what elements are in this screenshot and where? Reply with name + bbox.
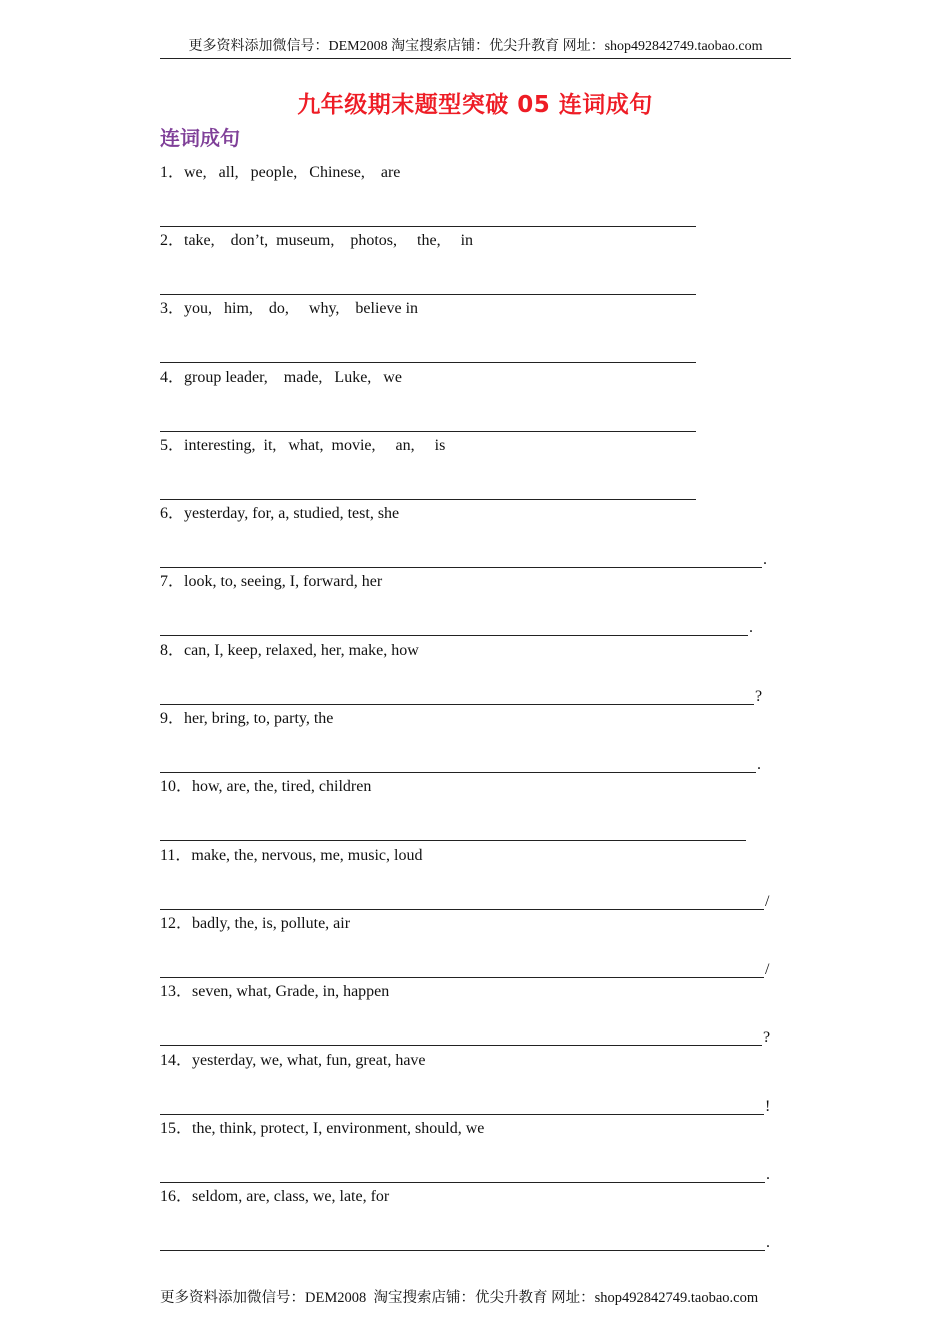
question-item [160,299,800,359]
question-text: 3．you, him, do, why, believe in [160,300,419,317]
answer-blank-line[interactable] [160,1233,765,1251]
question-text: 15．the, think, protect, I, environment, should, we [160,1120,485,1137]
question-text: 12．badly, the, is, pollute, air [160,915,351,932]
page-footer: 更多资料添加微信号：DEM2008 淘宝搜索店铺：优尖升教育 网址：shop492842749.taobao.com [160,1290,759,1306]
ending-punctuation: ? [755,688,763,705]
question-text: 6．yesterday, for, a, studied, test, she [160,505,400,522]
answer-row [160,345,697,363]
answer-row [160,1097,770,1115]
answer-blank-line[interactable] [160,550,762,568]
answer-row [160,687,762,705]
answer-blank-line[interactable] [160,823,746,841]
question-text: 1．we, all, people, Chinese, are [160,164,401,181]
question-item [160,846,800,910]
ending-punctuation: / [765,961,770,978]
question-item [160,1051,800,1115]
ending-punctuation: ! [765,1098,771,1115]
question-item [160,163,800,223]
answer-row [160,1028,770,1046]
question-text: 14．yesterday, we, what, fun, great, have [160,1052,426,1069]
question-text: 5．interesting, it, what, movie, an, is [160,437,446,454]
answer-row [160,618,753,636]
answer-row [160,1233,770,1251]
question-text: 11．make, the, nervous, me, music, loud [160,847,423,864]
question-item [160,777,800,837]
answer-blank-line[interactable] [160,1028,762,1046]
ending-punctuation: . [749,619,753,636]
answer-blank-line[interactable] [160,482,696,500]
question-item [160,368,800,428]
section-title: 连词成句 [160,126,240,150]
answer-row [160,755,761,773]
question-item [160,709,800,773]
question-text: 4．group leader, made, Luke, we [160,369,402,386]
answer-blank-line[interactable] [160,618,748,636]
question-item [160,982,800,1046]
ending-punctuation: / [765,893,770,910]
question-item [160,914,800,978]
answer-blank-line[interactable] [160,277,696,295]
question-text: 9．her, bring, to, party, the [160,710,334,727]
question-text: 2．take, don’t, museum, photos, the, in [160,232,474,249]
question-text: 8．can, I, keep, relaxed, her, make, how [160,642,419,659]
answer-row [160,892,769,910]
ending-punctuation: . [766,1166,770,1183]
page-header: 更多资料添加微信号：DEM2008 淘宝搜索店铺：优尖升教育 网址：shop492842749.taobao.com [160,38,791,59]
answer-row [160,960,769,978]
ending-punctuation: . [763,551,767,568]
page-title: 九年级期末题型突破 05 连词成句 [297,92,653,118]
question-item [160,231,800,291]
question-text: 7．look, to, seeing, I, forward, her [160,573,383,590]
ending-punctuation: . [766,1234,770,1251]
answer-blank-line[interactable] [160,755,756,773]
question-text: 10．how, are, the, tired, children [160,778,372,795]
answer-row [160,277,697,295]
answer-row [160,1165,770,1183]
question-item [160,504,800,568]
ending-punctuation: ? [763,1029,771,1046]
question-text: 13．seven, what, Grade, in, happen [160,983,390,1000]
answer-blank-line[interactable] [160,1097,764,1115]
answer-row [160,414,697,432]
question-text: 16．seldom, are, class, we, late, for [160,1188,390,1205]
question-item [160,641,800,705]
answer-blank-line[interactable] [160,687,754,705]
answer-blank-line[interactable] [160,960,764,978]
question-item [160,1187,800,1251]
question-item [160,1119,800,1183]
answer-row [160,209,697,227]
answer-row [160,823,747,841]
answer-blank-line[interactable] [160,414,696,432]
answer-blank-line[interactable] [160,892,764,910]
answer-blank-line[interactable] [160,1165,765,1183]
answer-blank-line[interactable] [160,345,696,363]
answer-row [160,482,697,500]
ending-punctuation: . [757,756,761,773]
question-item [160,436,800,496]
answer-row [160,550,767,568]
answer-blank-line[interactable] [160,209,696,227]
question-item [160,572,800,636]
